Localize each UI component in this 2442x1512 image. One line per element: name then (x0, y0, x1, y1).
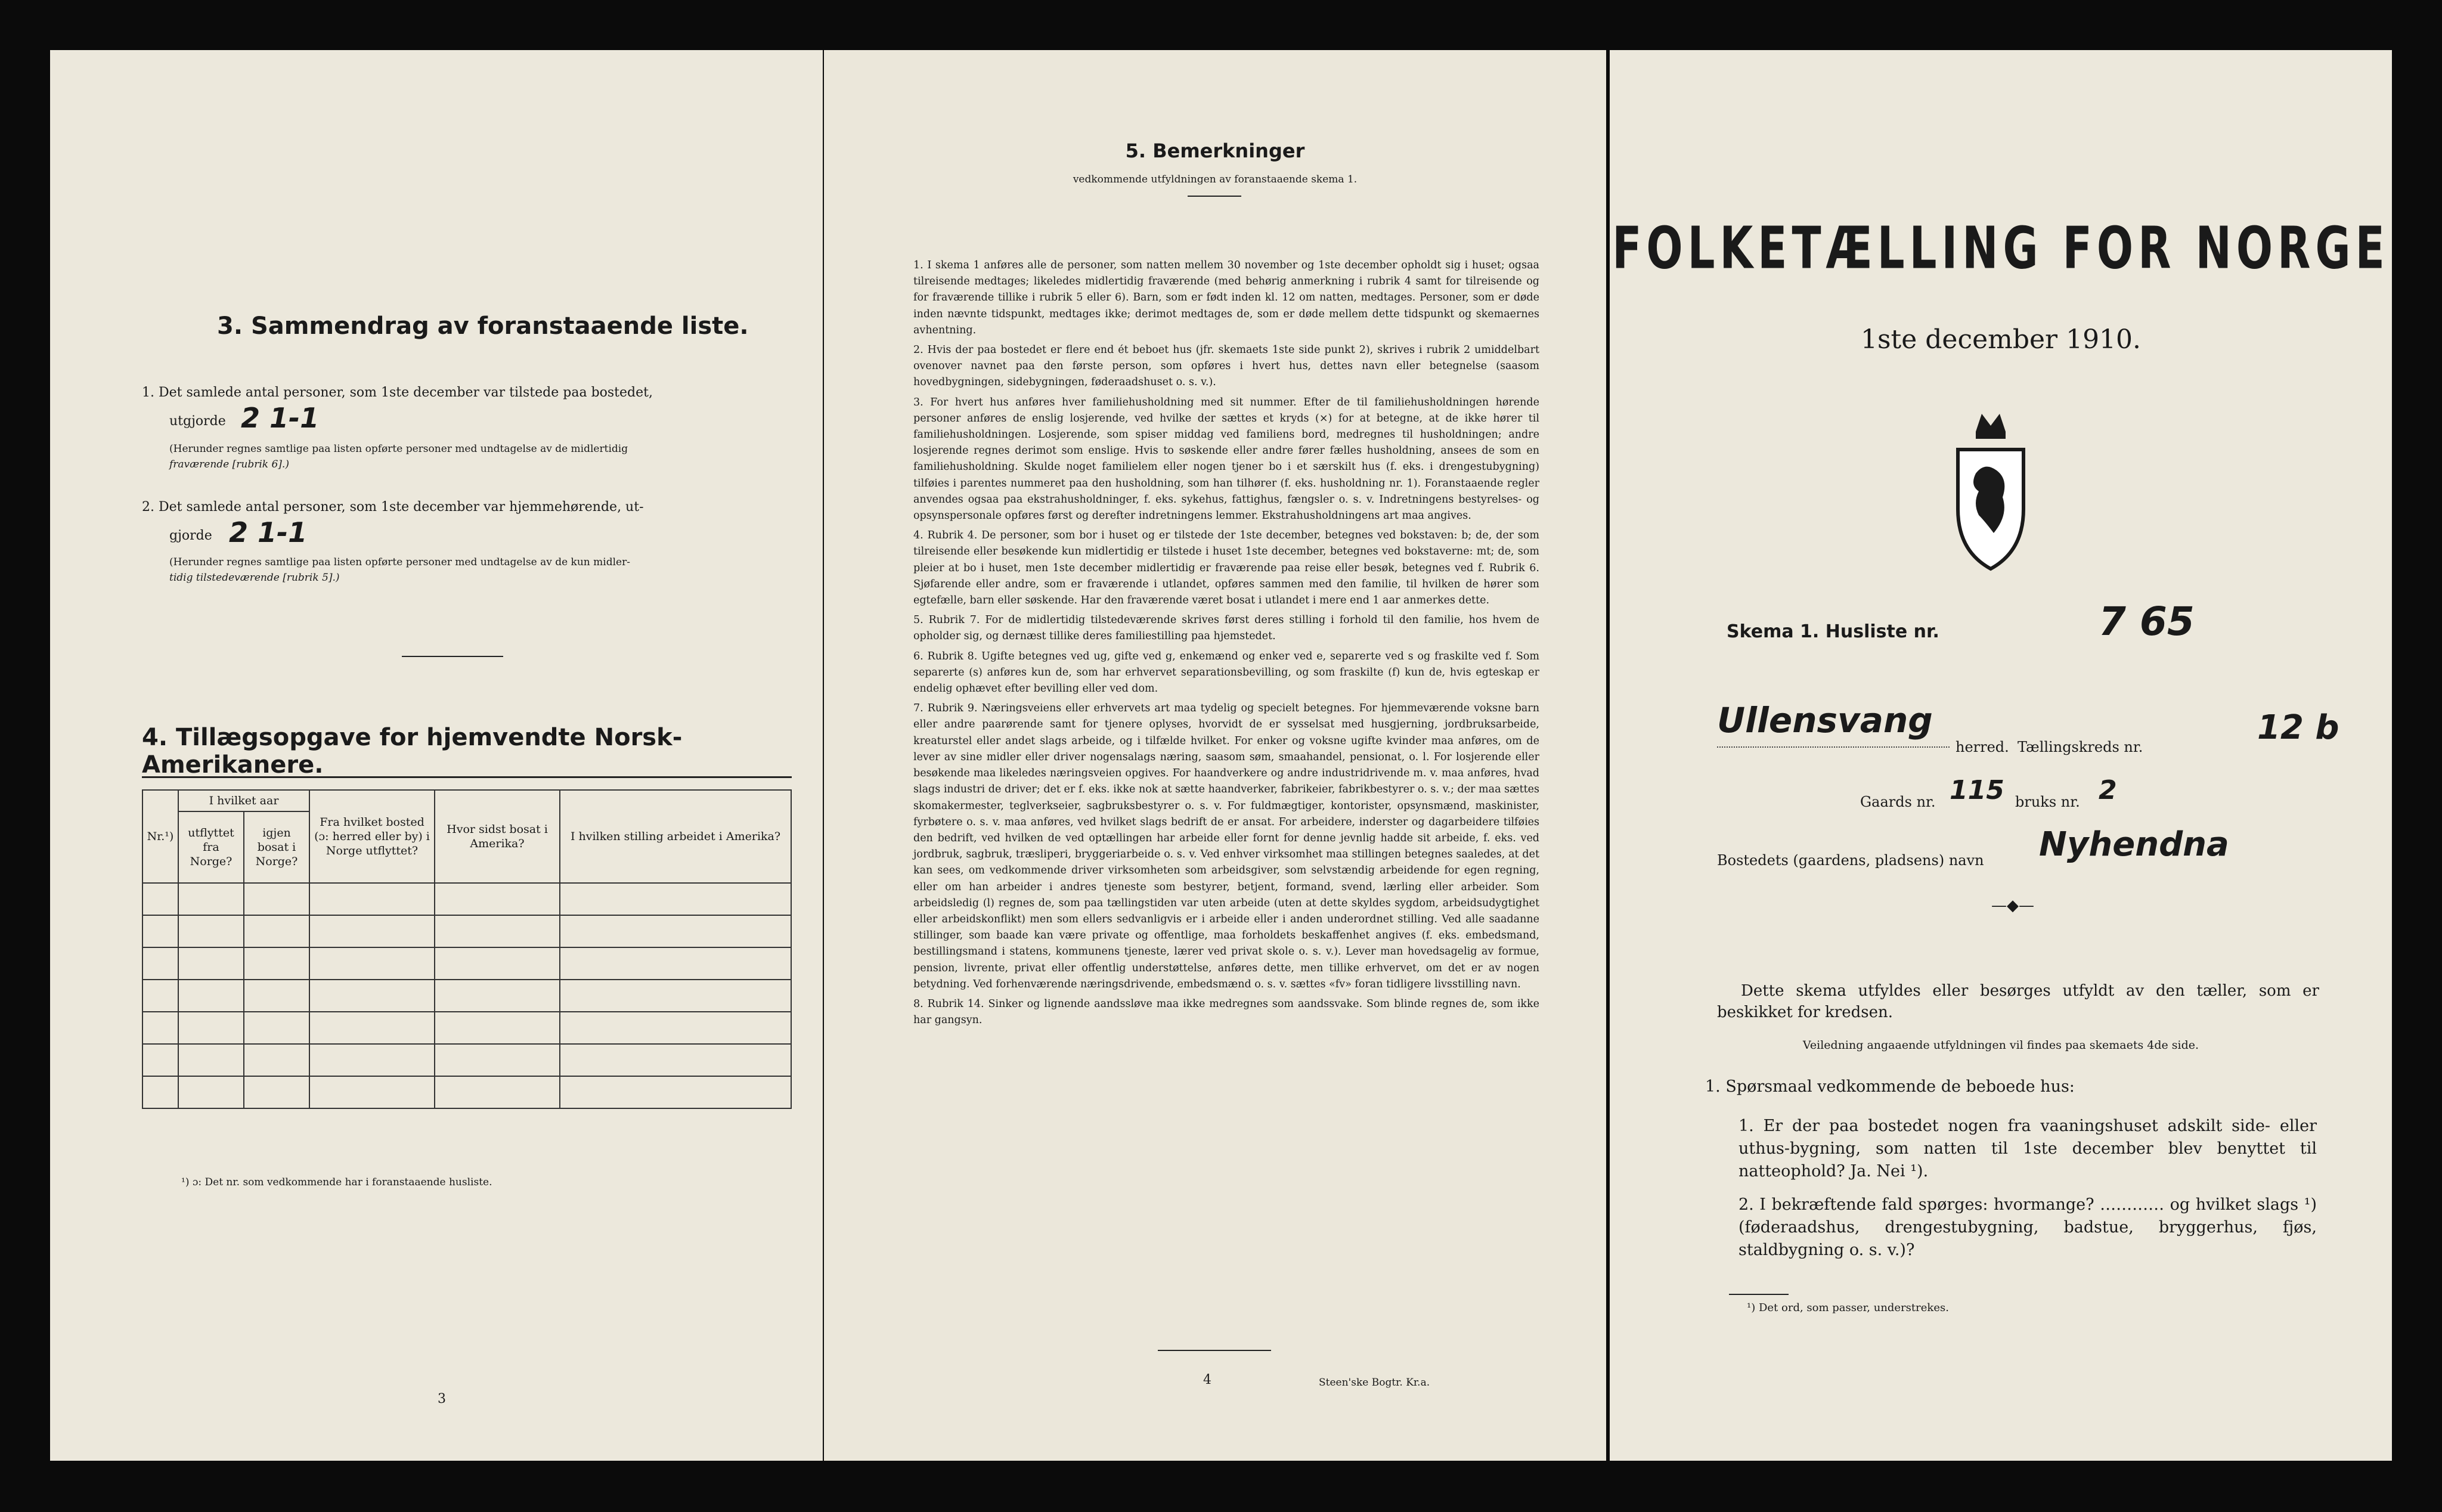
separator (1188, 196, 1241, 197)
questions-heading: 1. Spørsmaal vedkommende de beboede hus: (1705, 1077, 2075, 1096)
table-row (142, 980, 791, 1012)
bosted-value: Nyhendna (2039, 825, 2229, 864)
q2-value: 2 1-1 (229, 516, 308, 549)
skema-label: Skema 1. Husliste nr. (1727, 621, 1939, 642)
table-row (142, 1012, 791, 1044)
page-4 (824, 50, 1606, 1461)
section-3-title: 3. Sammendrag av foranstaaende liste. (217, 312, 749, 340)
remark-item: 8. Rubrik 14. Sinker og lignende aandssløve maa ikke medregnes som aandssvake. Som blinde regnes de, som ikke har gangsyn. (913, 997, 1539, 1027)
krets-label: Tællingskreds nr. (2018, 739, 2143, 755)
remark-item: 3. For hvert hus anføres hver familiehusholdning med sit nummer. Efter de til familiehusholdningen hørende personer anføres de enslig losjerende, ved hvilke der sættes et kryds (×) for at betegne, at de ikke hører til familiehusholdningen. Losjerende, som spiser middag ved familiens bord, medregnes til husholdningen; andre losjerende regnes derimot som enslige. Hvis to søskende eller andre fører fælles husholdning, ansees de som en familiehusholdning. Skulde noget familielem eller nogen tjener bo i et særskilt hus (f. eks. i drengestubygning) tilføies i parentes nummeret paa den husholdning, som han tilhører (f. eks. husholdning nr. 1). Foranstaaende regler anvendes ogsaa paa ekstrahusholdninger, f. eks. sykehus, fattighus, fængsler o. s. v. Indretningens bestyrelses- og opsynspersonale opføres først og derefter indretningens lemmer. Ekstrahusholdningens art maa angives. (913, 396, 1539, 522)
herred-fill-line (1717, 746, 1950, 748)
husliste-value: 7 65 (2099, 599, 2195, 645)
q2-text: 2. Det samlede antal personer, som 1ste december var hjemmehørende, ut- (142, 500, 644, 515)
krets-value: 12 b (2257, 708, 2339, 747)
col-hvilket-aar: I hvilket aar (178, 790, 309, 811)
norsk-amerikanere-table (142, 789, 792, 1109)
form-footnote: ¹) Det ord, som passer, understrekes. (1747, 1302, 1949, 1314)
remark-item: 1. I skema 1 anføres alle de personer, som natten mellem 30 november og 1ste december opholdt sig i huset; ogsaa tilreisende medtages; likeledes midlertidig fraværende (med behørig anmerkning i rubrik 4 samt for tilreisende og for fraværende tillike i rubrik 5 eller 6). Barn, som er født inden kl. 12 om natten, medtages. Personer, som er døde inden nævnte tidspunkt, medtages ikke; derimot medtages de, som er døde mellem dette tidspunkt og skemaernes avhentning. (913, 259, 1539, 336)
col-stilling: I hvilken stilling arbeidet i Amerika? (560, 790, 791, 883)
question-1: 1. Er der paa bostedet nogen fra vaaningshuset adskilt side- eller uthus-bygning, som natten til 1ste december blev benyttet til natteophold? Ja. Nei ¹). (1738, 1117, 2317, 1181)
remarks-title: 5. Bemerkninger (1125, 140, 1305, 162)
instruction-text: Dette skema utfyldes eller besørges utfyldt av den tæller, som er beskikket for kredsen. (1717, 982, 2319, 1021)
remarks-list (913, 258, 1539, 1032)
col-nr: Nr.¹) (142, 790, 178, 883)
herred-value: Ullensvang (1717, 700, 1933, 740)
form-date: 1ste december 1910. (1860, 324, 2142, 355)
q1-value: 2 1-1 (241, 402, 320, 434)
gaards-value: 115 (1950, 775, 2004, 805)
ornament-divider: —◆— (1991, 897, 2034, 915)
q1-note-a: (Herunder regnes samtlige paa listen opførte personer med undtagelse av de midlertidig (169, 443, 628, 455)
remark-item: 7. Rubrik 9. Næringsveiens eller erhvervets art maa tydelig og specielt betegnes. For hjemmeværende voksne barn eller andre paarørende samt for tjenere oplyses, hvorvidt de er sysselsat med husgjerning, jordbruksarbeide, kreaturstel eller andet slags arbeide, og i tilfælde hvilket. For enker og voksne ugifte kvinder maa anføres, om de lever av sine midler eller driver nogensalags næring, saasom søm, smaahandel, pensionat, o. l. For losjerende eller besøkende maa likeledes næringsveien opgives. For haandverkere og andre industridrivende m. v. maa anføres, hvad slags industri de driver; det er f. eks. ikke nok at sætte haandverker, fabrikeier, fabrikbestyrer o. s. v.; der maa sættes skomakermester, teglverkseier, sagbruksbestyrer o. s. v. For fuldmægtiger, kontorister, opsynsmænd, maskinister, fyrbøtere o. s. v. maa anføres, ved hvilket slags bedrift de er ansat. For arbeidere, inderster og dagarbeidere tilføies den bedrift, ved hvilken de ved optællingen har arbeide eller fornt for denne jevnlig hadde sit arbeide, f. eks. ved jordbruk, sagbruk, træsliperi, bryggeriarbeide o. s. v. Ved enhver virksomhet maa stillingen betegnes saaledes, at det kan sees, om vedkommende driver virksomheten som arbeidsgiver, som selvstændig arbeidende for egen regning, eller om han arbeider i andres tjeneste som bestyrer, betjent, formand, svend, lærling eller arbeider. Som arbeidsledig (l) regnes de, som paa tællingstiden var uten arbeide (uten at dette skyldes sygdom, arbeidsudygtighet eller arbeidskonflikt) men som ellers sedvanligvis er i arbeide eller i anden underordnet stilling. Ved alle saadanne stillinger, som baade kan være private og offentlige, maa forholdets beskaffenhet angives (f. eks. embedsmand, bestillingsmand i statens, kommunens tjeneste, lærer ved privat skole o. s. v.). Lever man hovedsagelig av formue, pension, livrente, privat eller offentlig understøttelse, anføres dette, men tillike erhvervet, om det er av nogen betydning. Ved forhenværende næringsdrivende, embedsmænd o. s. v. sættes «fv» foran tidligere livsstilling navn. (913, 702, 1539, 990)
gaards-label: Gaards nr. (1860, 794, 1936, 810)
section-4-title: 4. Tillægsopgave for hjemvendte Norsk-Amerikanere. (142, 724, 683, 779)
table-row (142, 883, 791, 915)
page-1 (1610, 50, 2392, 1461)
remark-item: 4. Rubrik 4. De personer, som bor i huset og er tilstede der 1ste december, betegnes ved bokstaven: b; de, der som tilreisende eller besøkende kun midlertidig er tilstede i huset 1ste december, betegnes ved bokstaverne: mt; de, som pleier at bo i huset, men 1ste december midlertidig er fraværende paa reise eller besøk, betegnes ved f. Rubrik 6. Sjøfarende eller andre, som er fraværende i utlandet, opføres sammen med den familie, til hvilken de hører som egtefælle, barn eller søskende. Har den fraværende været bosat i utlandet i mere end 1 aar anmerkes dette. (913, 529, 1539, 607)
col-utflyttet: utflyttet fra Norge? (178, 811, 244, 883)
q2-note-b: tidig tilstedeværende [rubrik 5].) (169, 572, 340, 584)
printer-imprint: Steen'ske Bogtr. Kr.a. (1319, 1377, 1430, 1389)
table-top-rule (142, 776, 792, 778)
page-number: 3 (438, 1392, 446, 1406)
q1-text: 1. Det samlede antal personer, som 1ste december var tilstede paa bostedet, (142, 385, 653, 400)
separator (1158, 1350, 1271, 1351)
table-row (142, 1076, 791, 1108)
bruks-label: bruks nr. (2015, 794, 2080, 810)
remark-item: 6. Rubrik 8. Ugifte betegnes ved ug, gifte ved g, enkemænd og enker ved e, separerte ved s og fraskilte ved f. Som separerte (s) anføres kun de, som har erhvervet separationsbevilling, og som fraskilte (f) kun de, hvis egteskap er endelig ophævet efter bevilling eller ved dom. (913, 650, 1539, 695)
table-row (142, 1044, 791, 1076)
bruks-value: 2 (2099, 775, 2117, 805)
table-footnote: ¹) ɔ: Det nr. som vedkommende har i foranstaaende husliste. (181, 1176, 492, 1188)
question-2: 2. I bekræftende fald spørges: hvormange? ………… og hvilket slags ¹) (føderaadshus, drengestubygning, badstue, bryggerhus, fjøs, staldbygning o. s. v.)? (1738, 1195, 2317, 1259)
herred-label: herred. (1956, 739, 2009, 755)
remarks-subtitle: vedkommende utfyldningen av foranstaaende skema 1. (1073, 173, 1358, 185)
separator (1729, 1294, 1789, 1295)
q1-utgjorde-label: utgjorde (169, 414, 226, 429)
q1-note-b: fraværende [rubrik 6].) (169, 458, 289, 470)
veiledning-text: Veiledning angaaende utfyldningen vil findes paa skemaets 4de side. (1802, 1039, 2199, 1052)
page-number: 4 (1203, 1372, 1211, 1387)
table-row (142, 915, 791, 947)
remark-item: 2. Hvis der paa bostedet er flere end ét beboet hus (jfr. skemaets 1ste side punkt 2), skrives i rubrik 2 umiddelbart ovenover navnet paa den første person, som opføres i hvert hus, dettes navn eller betegnelse (saasom hovedbygningen, sidebygningen, føderaadshuset o. s. v.). (913, 344, 1539, 389)
col-fra-hvilket-bosted: Fra hvilket bosted (ɔ: herred eller by) i Norge utflyttet? (309, 790, 435, 883)
form-title: FOLKETÆLLING FOR NORGE (1612, 214, 2390, 282)
col-igjen-bosat: igjen bosat i Norge? (244, 811, 309, 883)
remark-item: 5. Rubrik 7. For de midlertidig tilstedeværende skrives først deres stilling i forhold til den familie, hos hvem de opholder sig, og dernæst tillike deres familiestilling paa hjemstedet. (913, 614, 1539, 643)
q2-gjorde-label: gjorde (169, 528, 212, 543)
page-3 (50, 50, 823, 1461)
bosted-label: Bostedets (gaardens, pladsens) navn (1717, 852, 1984, 869)
table-row (142, 947, 791, 980)
q2-note-a: (Herunder regnes samtlige paa listen opførte personer med undtagelse av de kun midler- (169, 556, 630, 568)
col-hvor-sidst-bosat: Hvor sidst bosat i Amerika? (435, 790, 560, 883)
separator (402, 656, 503, 657)
norwegian-lion-coat-of-arms-icon (1952, 396, 2029, 575)
